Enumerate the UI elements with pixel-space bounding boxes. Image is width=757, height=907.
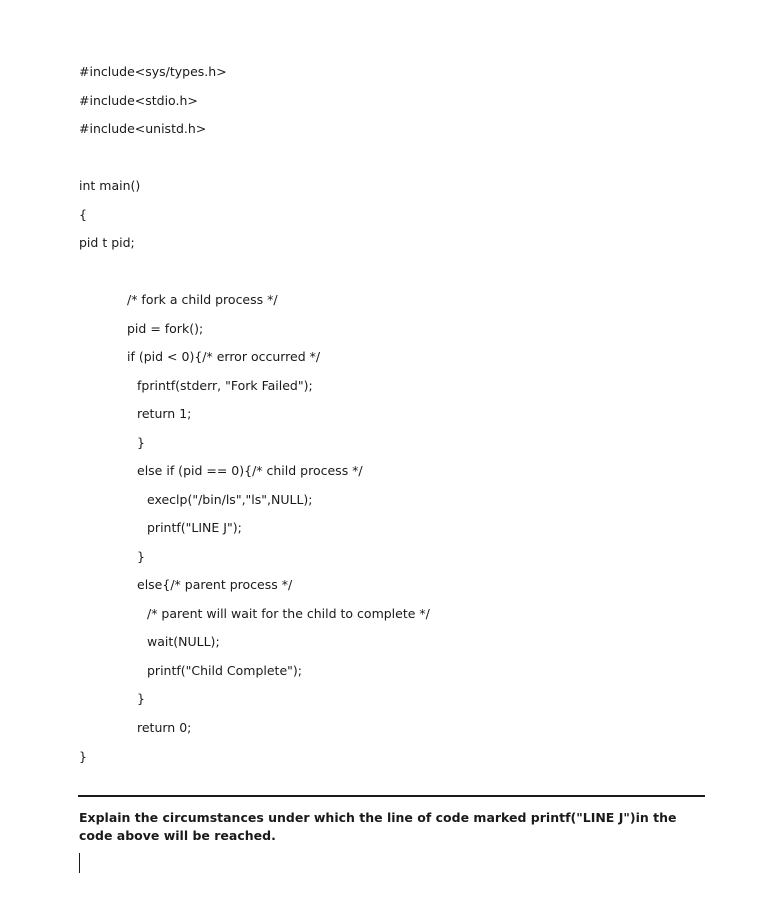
code-line-else-if-child: else if (pid == 0){/* child process */	[137, 463, 363, 478]
code-line-wait-call: wait(NULL);	[147, 634, 220, 649]
horizontal-divider	[78, 795, 705, 797]
code-line-wait-comment: /* parent will wait for the child to complete */	[147, 606, 430, 621]
code-line-printf-complete: printf("Child Complete");	[147, 663, 302, 678]
code-line-return-1: return 1;	[137, 406, 192, 421]
code-line-include-stdio: #include<stdio.h>	[79, 93, 198, 108]
code-line-printf-line-j: printf("LINE J");	[147, 520, 242, 535]
code-line-if-error: if (pid < 0){/* error occurred */	[127, 349, 321, 364]
code-line-return-0: return 0;	[137, 720, 192, 735]
code-line-close-brace-2: }	[137, 549, 145, 564]
code-line-open-brace: {	[79, 207, 87, 222]
code-line-include-types: #include<sys/types.h>	[79, 64, 227, 79]
code-line-main: int main()	[79, 178, 141, 193]
code-line-fork-call: pid = fork();	[127, 321, 204, 336]
text-cursor[interactable]	[79, 853, 80, 873]
code-line-close-main: }	[79, 749, 87, 764]
question-text: Explain the circumstances under which the line of code marked printf("LINE J")in the code above will be reached.	[79, 810, 677, 843]
code-line-close-brace-3: }	[137, 691, 145, 706]
code-line-fprintf: fprintf(stderr, "Fork Failed");	[137, 378, 313, 393]
code-line-fork-comment: /* fork a child process */	[127, 292, 278, 307]
code-line-execlp: execlp("/bin/ls","ls",NULL);	[147, 492, 313, 507]
code-line-include-unistd: #include<unistd.h>	[79, 121, 207, 136]
code-line-pid-decl: pid t pid;	[79, 235, 135, 250]
code-line-close-brace-1: }	[137, 435, 145, 450]
code-line-else-parent: else{/* parent process */	[137, 577, 293, 592]
